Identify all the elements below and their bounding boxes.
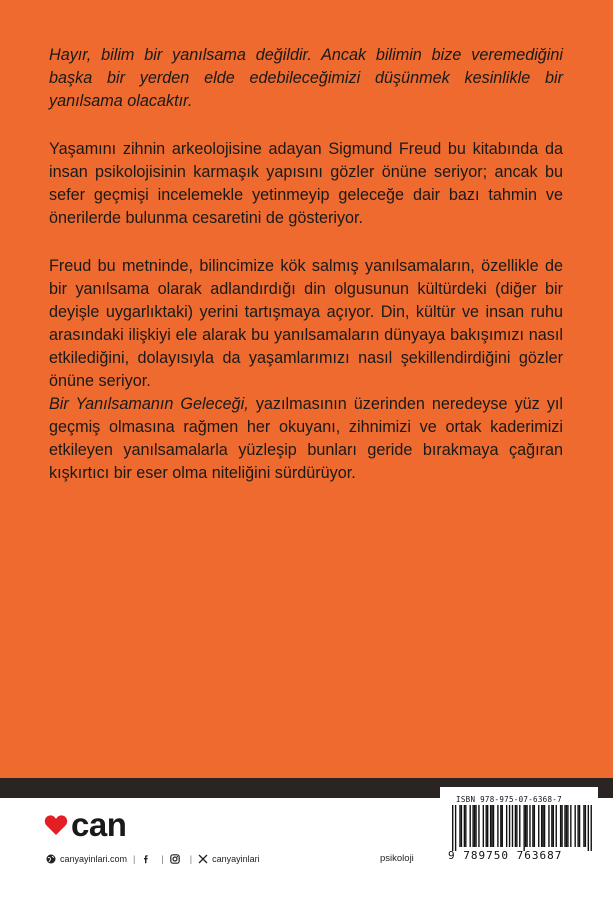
barcode-bar (532, 805, 533, 847)
barcode-bar (509, 805, 510, 847)
isbn-label: ISBN 978-975-07-6368-7 (456, 795, 562, 804)
barcode-bar (500, 805, 501, 847)
publisher-logo (44, 808, 126, 842)
barcode-bar (455, 805, 456, 851)
barcode-bar (474, 805, 475, 847)
barcode-bar (556, 805, 557, 847)
barcode-bar (575, 805, 576, 847)
barcode-bar (461, 805, 462, 847)
social-handle[interactable]: canyayinlari (212, 854, 260, 864)
website-link[interactable]: canyayinlari.com (60, 854, 128, 864)
barcode-bar (570, 805, 571, 847)
paragraph-illusions: Freud bu metninde, bilincimize kök salmış yanılsamaların, özellikle de bir yanılsama olarak adlandırdığı din olgusunun kültürdeki (diğer bir deyişle uygarlıktaki) yerini tartışmaya açıyor. Din, kültür ve insan ruhu arasındaki ilişkiyi ele alarak bu yanılsamaların dünyaya bakışımızı nasıl etkilediğini, dolayısıyla da yaşamlarımızı nasıl şekillendirdiğini gözler önüne seriyor. (49, 257, 563, 390)
barcode-bar (519, 805, 520, 847)
barcode-bar (472, 805, 473, 847)
barcode-bar (491, 805, 492, 847)
barcode-bar (487, 805, 488, 847)
barcode-bar (551, 805, 552, 847)
separator: | (133, 854, 136, 864)
barcode-bar (486, 805, 487, 847)
barcode-bar (560, 805, 561, 847)
closing-text: yazılmasının üzerinden neredeyse yüz yıl geçmiş olmasına rağmen her okuyanı, zihnimizi ve ortak kaderimizi etkileyen yanılsamalarla yüzleşip bunları geride bırakmaya çağıran kışkırtıcı bir eser olma niteliğini sürdürüyor. (49, 395, 564, 482)
barcode-bar (483, 805, 484, 847)
barcode-bar (544, 805, 545, 847)
barcode-bar (588, 805, 589, 851)
facebook-icon[interactable] (141, 854, 151, 864)
barcode-bar (577, 805, 578, 847)
barcode-bar (497, 805, 498, 847)
separator: | (189, 854, 193, 864)
barcode-bar (541, 805, 542, 847)
separator: | (161, 854, 164, 864)
barcode-bar (506, 805, 507, 847)
category-label: psikoloji (380, 853, 414, 864)
x-twitter-icon[interactable] (198, 854, 208, 864)
barcode-bar (579, 805, 580, 847)
barcode-bar (452, 805, 453, 851)
paragraph-freud-intro: Yaşamını zihnin arkeolojisine adayan Sigmund Freud bu kitabında da insan psikolojisinin karmaşık yapısını gözler önüne seriyor; ancak bu sefer geçmişi incelemekle yetinmeyip geleceğe dair bazı tahmin ve önerilerde bulunma cesaretini de gösteriyor. (49, 140, 563, 227)
intro-quote: Hayır, bilim bir yanılsama değildir. Ancak bilimin bize veremediğini başka bir yerden elde edebileceğimizi düşünmek kesinlikle bir yanılsama olacaktır. (49, 46, 563, 110)
barcode-bar (515, 805, 516, 847)
barcode-bar (465, 805, 466, 847)
barcode-bar (526, 805, 527, 847)
barcode-bar (583, 805, 584, 847)
barcode-bar (464, 805, 465, 847)
paragraph-closing (49, 393, 563, 485)
barcode-bar (523, 805, 524, 851)
barcode-bar (548, 805, 549, 847)
barcode-bar (493, 805, 494, 847)
barcode-bar (502, 805, 503, 847)
barcode-bar (525, 805, 526, 847)
barcode-bar (470, 805, 471, 847)
barcode-bar (516, 805, 517, 847)
barcode-bar (478, 805, 479, 847)
barcode-bar (542, 805, 543, 847)
instagram-icon[interactable] (170, 854, 180, 864)
barcode-bars (452, 805, 592, 851)
barcode-bar (538, 805, 539, 847)
globe-icon (46, 854, 56, 864)
ean-digits: 9 789750 763687 (448, 849, 563, 862)
barcode-bar (561, 805, 562, 847)
barcode-bar (591, 805, 592, 851)
isbn-barcode (440, 787, 598, 879)
barcode-bar (553, 805, 554, 847)
book-title: Bir Yanılsamanın Geleceği, (49, 395, 249, 413)
barcode-bar (567, 805, 568, 847)
barcode-bar (585, 805, 586, 847)
publisher-contacts (46, 852, 260, 866)
logo-wordmark: can (71, 806, 127, 843)
barcode-bar (529, 805, 530, 847)
barcode-bar (564, 805, 565, 847)
barcode-bar (566, 805, 567, 847)
heart-icon (44, 814, 68, 836)
barcode-bar (475, 805, 476, 847)
barcode-bar (490, 805, 491, 847)
barcode-bar (512, 805, 513, 847)
barcode-bar (534, 805, 535, 847)
barcode-bar (459, 805, 460, 847)
